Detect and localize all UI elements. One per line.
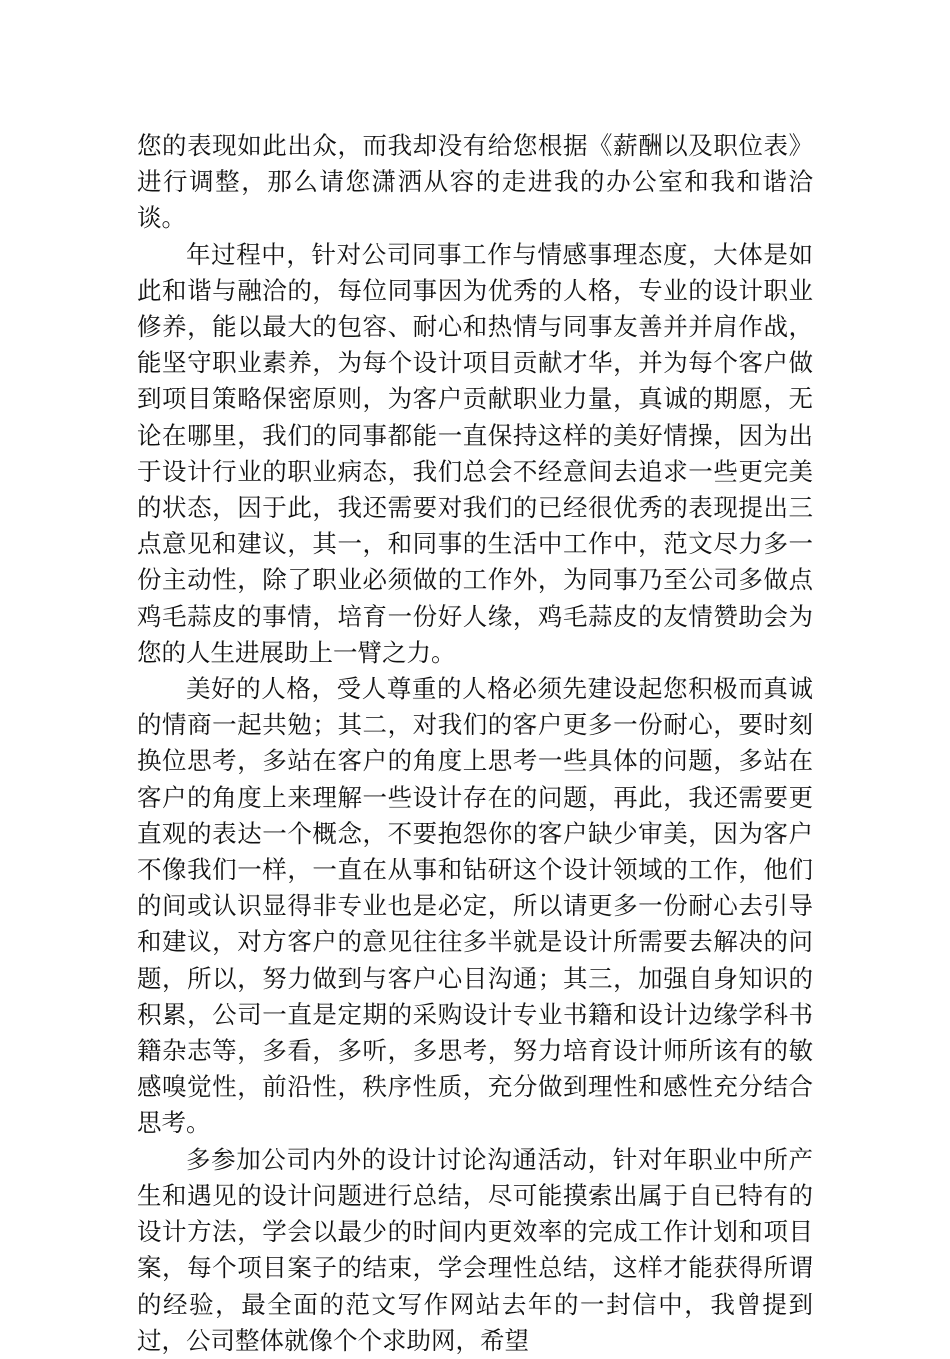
paragraph-3: 美好的人格，受人尊重的人格必须先建设起您积极而真诚的情商一起共勉；其二，对我们的客户更多一份耐心，要时刻换位思考，多站在客户的角度上思考一些具体的问题，多站在客户的角度上来理解一些设计存在的问题，再此，我还需要更直观的表达一个概念，不要抱怨你的客户缺少审美，因为客户不像我们一样，一直在从事和钻研这个设计领域的工作，他们的间或认识显得非专业也是必定，所以请更多一份耐心去引导和建议，对方客户的意见往往多半就是设计所需要去解决的问题，所以，努力做到与客户心目沟通；其三，加强自身知识的积累，公司一直是定期的采购设计专业书籍和设计边缘学科书籍杂志等，多看，多听，多思考，努力培育设计师所该有的敏感嗅觉性，前沿性，秩序性质，充分做到理性和感性充分结合思考。 [137, 674, 813, 1138]
document-body [137, 128, 813, 1359]
paragraph-1: 您的表现如此出众，而我却没有给您根据《薪酬以及职位表》进行调整，那么请您潇洒从容的走进我的办公室和我和谐洽谈。 [137, 131, 813, 233]
paragraph-2: 年过程中，针对公司同事工作与情感事理态度，大体是如此和谐与融洽的，每位同事因为优秀的人格，专业的设计职业修养，能以最大的包容、耐心和热情与同事友善并并肩作战，能坚守职业素养，为每个设计项目贡献才华，并为每个客户做到项目策略保密原则，为客户贡献职业力量，真诚的期愿，无论在哪里，我们的同事都能一直保持这样的美好情操，因为出于设计行业的职业病态，我们总会不经意间去追求一些更完美的状态，因于此，我还需要对我们的已经很优秀的表现提出三点意见和建议，其一，和同事的生活中工作中，范文尽力多一份主动性，除了职业必须做的工作外，为同事乃至公司多做点鸡毛蒜皮的事情，培育一份好人缘，鸡毛蒜皮的友情赞助会为您的人生进展助上一臂之力。 [137, 239, 813, 667]
paragraph-4: 多参加公司内外的设计讨论沟通活动，针对年职业中所产生和遇见的设计问题进行总结，尽可能摸索出属于自已特有的设计方法，学会以最少的时间内更效率的完成工作计划和项目案，每个项目案子的结束，学会理性总结，这样才能获得所谓的经验，最全面的范文写作网站去年的一封信中，我曾提到过，公司整体就像个个求助网，希望 [137, 1144, 813, 1355]
